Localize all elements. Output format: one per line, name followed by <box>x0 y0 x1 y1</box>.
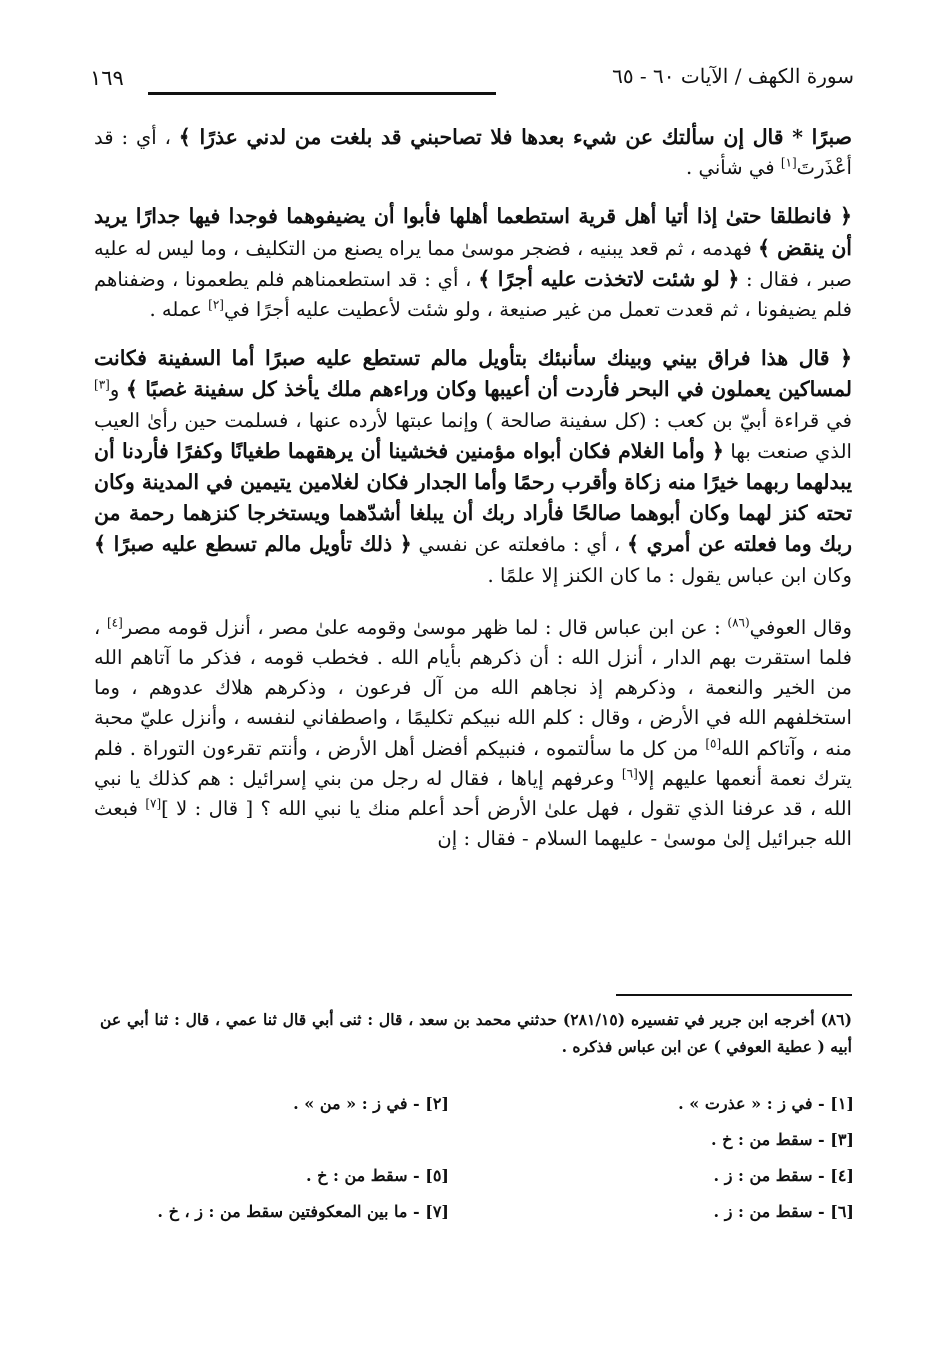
variant-notes <box>100 1094 854 1238</box>
variant-row <box>100 1094 854 1130</box>
paragraph-3 <box>94 343 852 591</box>
commentary-text: عمله . <box>149 298 209 322</box>
variant-note: [٥] - سقط من : خ . <box>305 1166 449 1185</box>
commentary-text: وكان ابن عباس يقول : ما كان الكنز إلا علمًا . <box>487 563 852 587</box>
commentary-text: في قراءة أبيّ بن كعب : (كل سفينة صالحة ) وإنما عبتها لأرده عنها ، فسلمت حين رأىٰ العيب الذي صنعت بها <box>94 408 852 463</box>
quran-quote: ﴿ وأما الغلام فكان أبواه مؤمنين فخشينا أن يرهقهما طغيانًا وكفرًا فأردنا أن يبدلهما ربهما خيرًا منه زكاة وأقرب رحمًا وأما الجدار فكان لغلامين يتيمين في المدينة وكان تحته كنز لهما وكان أبوهما صالحًا فأراد ربك أن يبلغا أشدّهما ويستخرجا كنزهما رحمة من ربك وما فعلته عن أمري ﴾ <box>94 438 852 557</box>
commentary-text: ، أي : قد استطعمناهم فلم يطعمونا ، وضفناهم فلم يضيفونا ، ثم قعدت تعمل من غير صنيعة ، ولو شئت لأعطيت عليه أجرًا في <box>94 267 852 322</box>
paragraph-4 <box>94 613 852 855</box>
variant-row <box>100 1202 854 1238</box>
commentary-text: : عن ابن عباس قال : لما ظهر موسىٰ وقومه علىٰ مصر ، أنزل قومه مصر <box>122 615 728 639</box>
commentary-text: وعرفهم إياها ، فقال له رجل من بني إسرائيل : هم كذلك يا نبي الله ، قد عرفنا الذي تقول ، فهل علىٰ الأرض أحد أعلم منك يا نبي الله ؟ [ قال : لا ] <box>94 766 852 821</box>
variant-note: [١] - في ز : « عذرت » . <box>678 1094 854 1113</box>
main-text <box>94 122 852 854</box>
quran-quote: ﴿ ذلك تأويل مالم تسطع عليه صبرًا ﴾ <box>94 532 412 557</box>
variant-note: [٢] - في ز : « من » . <box>293 1094 449 1113</box>
variant-note: [٤] - سقط من : ز . <box>713 1166 854 1185</box>
variant-note: [٧] - ما بين المعكوفتين سقط من : ز ، خ . <box>157 1202 449 1221</box>
variant-row <box>100 1166 854 1202</box>
commentary-text: و <box>109 378 126 402</box>
running-title: سورة الكهف / الآيات ٦٠ - ٦٥ <box>612 64 854 88</box>
footnote-ref: [١] <box>780 155 797 170</box>
footnote-ref: [٧] <box>145 796 162 811</box>
footnote-ref: [٦] <box>621 766 638 781</box>
commentary-text: ، أي : قد أعْذَرتَ <box>94 126 852 180</box>
page-header <box>90 58 854 98</box>
commentary-text: ، أي : مافعلته عن نفسي <box>411 533 628 557</box>
footnote-86: (٨٦) أخرجه ابن جرير في تفسيره (٢٨١/١٥) حدثني محمد بن سعد ، قال : ثنى أبي قال ثنا عمي ، قال : ثنا أبي عن أبيه ( عطية العوفي ) عن ابن عباس فذكره . <box>100 1010 852 1056</box>
footnote-separator <box>616 994 852 996</box>
commentary-text: ، فلما استقرت بهم الدار ، أنزل الله : أن ذكرهم بأيام الله . فخطب قومه ، فذكر ما آتاهم الله من الخير والنعمة ، وذكرهم إذ نجاهم الله من آل فرعون ، وذكرهم هلاك عدوهم ، وما استخلفهم الله في الأرض ، وقال : كلم الله نبيكم تكليمًا ، واصطفاني لنفسه ، وأنزل عليّ محبة منه ، وآتاكم الله <box>94 615 852 760</box>
commentary-text: فبعث الله جبرائيل إلىٰ موسىٰ - عليهما السلام - فقال : إن <box>94 797 852 851</box>
quran-quote: ﴿ فانطلقا حتىٰ إذا أتيا أهل قرية استطعما أهلها فأبوا أن يضيفوهما فوجدا فيها جدارًا يريد أن ينقض ﴾ <box>94 204 852 260</box>
page-number: ١٦٩ <box>90 66 124 90</box>
footnote-ref: [٤] <box>106 615 123 630</box>
quran-quote: ﴿ لو شئت لاتخذت عليه أجرًا ﴾ <box>478 266 740 291</box>
footnote-ref: (٨٦) <box>727 615 750 630</box>
commentary-text: وقال العوفي <box>749 615 852 639</box>
footnote-ref: [٣] <box>94 377 110 392</box>
footnote-ref: [٢] <box>208 297 224 312</box>
footnote-ref: [٥] <box>705 736 722 751</box>
variant-note: [٦] - سقط من : ز . <box>713 1202 854 1221</box>
quran-quote: صبرًا * قال إن سألتك عن شيء بعدها فلا تصاحبني قد بلغت من لدني عذرًا ﴾ <box>178 125 852 149</box>
paragraph-2 <box>94 201 852 325</box>
header-rule <box>148 92 496 95</box>
variant-note: [٣] - سقط من : خ . <box>710 1130 854 1149</box>
commentary-text: في شأني . <box>686 156 781 180</box>
variant-row <box>100 1130 854 1166</box>
commentary-text: من كل ما سألتموه ، فنبيكم أفضل أهل الأرض ، وأنتم تقرءون التوراة . فلم يترك نعمة أنعمها عليهم إلا <box>94 736 852 790</box>
commentary-text: فهدمه ، ثم قعد يبنيه ، فضجر موسىٰ مما يراه يصنع من التكليف ، وما ليس له عليه صبر ، فقال : <box>94 236 852 291</box>
paragraph-1 <box>94 122 852 183</box>
quran-quote: ﴿ قال هذا فراق بيني وبينك سأنبئك بتأويل مالم تستطع عليه صبرًا أما السفينة فكانت لمساكين يعملون في البحر فأردت أن أعيبها وكان وراءهم ملك يأخذ كل سفينة غصبًا ﴾ <box>94 346 852 402</box>
